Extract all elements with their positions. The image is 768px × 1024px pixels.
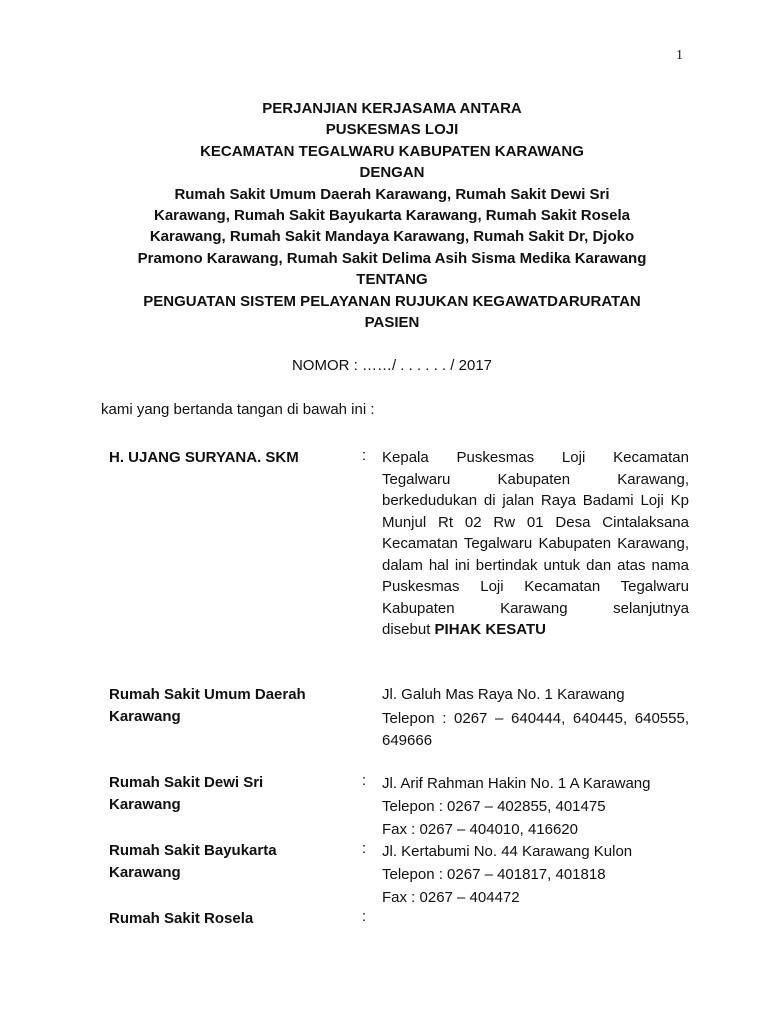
party2-address: Jl. Galuh Mas Raya No. 1 Karawang (382, 686, 625, 703)
party2-name-line2: Karawang (109, 708, 181, 725)
party1-description-last-line (382, 619, 689, 641)
party1-name: H. UJANG SURYANA. SKM (109, 449, 299, 466)
party3-name-line2: Karawang (109, 796, 181, 813)
title-line: Pramono Karawang, Rumah Sakit Delima Asih Sisma Medika Karawang (137, 249, 647, 267)
party3-fax: Fax : 0267 – 404010, 416620 (382, 821, 578, 838)
party3-colon: : (362, 772, 367, 789)
document-number: NOMOR : ……/ . . . . . . / 2017 (291, 357, 493, 374)
party1-colon: : (362, 447, 367, 464)
document-title (96, 98, 688, 333)
party2-description (382, 684, 689, 752)
party3-description (382, 772, 689, 841)
party1-role: PIHAK KESATU (434, 621, 546, 638)
party2-name (109, 684, 349, 728)
intro-text: kami yang bertanda tangan di bawah ini : (101, 401, 375, 418)
party5-name: Rumah Sakit Rosela (109, 910, 254, 927)
party2-name-line1: Rumah Sakit Umum Daerah (109, 686, 306, 703)
title-line: DENGAN (359, 164, 425, 182)
party4-name-line1: Rumah Sakit Bayukarta (109, 842, 277, 859)
party4-description (382, 840, 689, 909)
title-line: PERJANJIAN KERJASAMA ANTARA (262, 100, 522, 117)
page-number: 1 (676, 48, 683, 63)
title-line: KECAMATAN TEGALWARU KABUPATEN KARAWANG (200, 142, 584, 160)
party4-colon: : (362, 840, 367, 857)
party4-fax: Fax : 0267 – 404472 (382, 889, 520, 906)
title-line: PENGUATAN SISTEM PELAYANAN RUJUKAN KEGAWATDARURATAN (143, 292, 641, 310)
party3-phone: Telepon : 0267 – 402855, 401475 (382, 798, 606, 815)
party4-name (109, 840, 349, 884)
title-line: Karawang, Rumah Sakit Bayukarta Karawang, Rumah Sakit Rosela (154, 207, 630, 225)
party5-colon: : (362, 908, 367, 925)
party2-phone: Telepon : 0267 – 640444, 640445, 640555, 649666 (382, 710, 689, 749)
title-line: TENTANG (356, 271, 428, 289)
party3-address: Jl. Arif Rahman Hakin No. 1 A Karawang (382, 775, 651, 792)
party4-name-line2: Karawang (109, 864, 181, 881)
party1-description (382, 447, 689, 641)
party4-address: Jl. Kertabumi No. 44 Karawang Kulon (382, 843, 633, 860)
party3-name (109, 772, 349, 816)
party3-name-line1: Rumah Sakit Dewi Sri (109, 774, 264, 791)
title-line: PUSKESMAS LOJI (325, 121, 459, 139)
title-line: Rumah Sakit Umum Daerah Karawang, Rumah Sakit Dewi Sri (174, 185, 610, 203)
party1-description-body: Kepala Puskesmas Loji Kecamatan Tegalwaru Kabupaten Karawang, berkedudukan di jalan Raya Badami Loji Kp Munjul Rt 02 Rw 01 Desa Cintalaksana Kecamatan Tegalwaru Kabupaten Karawang, dalam hal ini bertindak untuk dan atas nama Puskesmas Loji Kecamatan Tegalwaru Kabupaten Karawang selanjutnya (382, 449, 689, 617)
party1-last-prefix: disebut (382, 621, 435, 638)
title-line: PASIEN (364, 314, 420, 332)
party4-phone: Telepon : 0267 – 401817, 401818 (382, 866, 606, 883)
title-line: Karawang, Rumah Sakit Mandaya Karawang, Rumah Sakit Dr, Djoko (149, 228, 635, 246)
